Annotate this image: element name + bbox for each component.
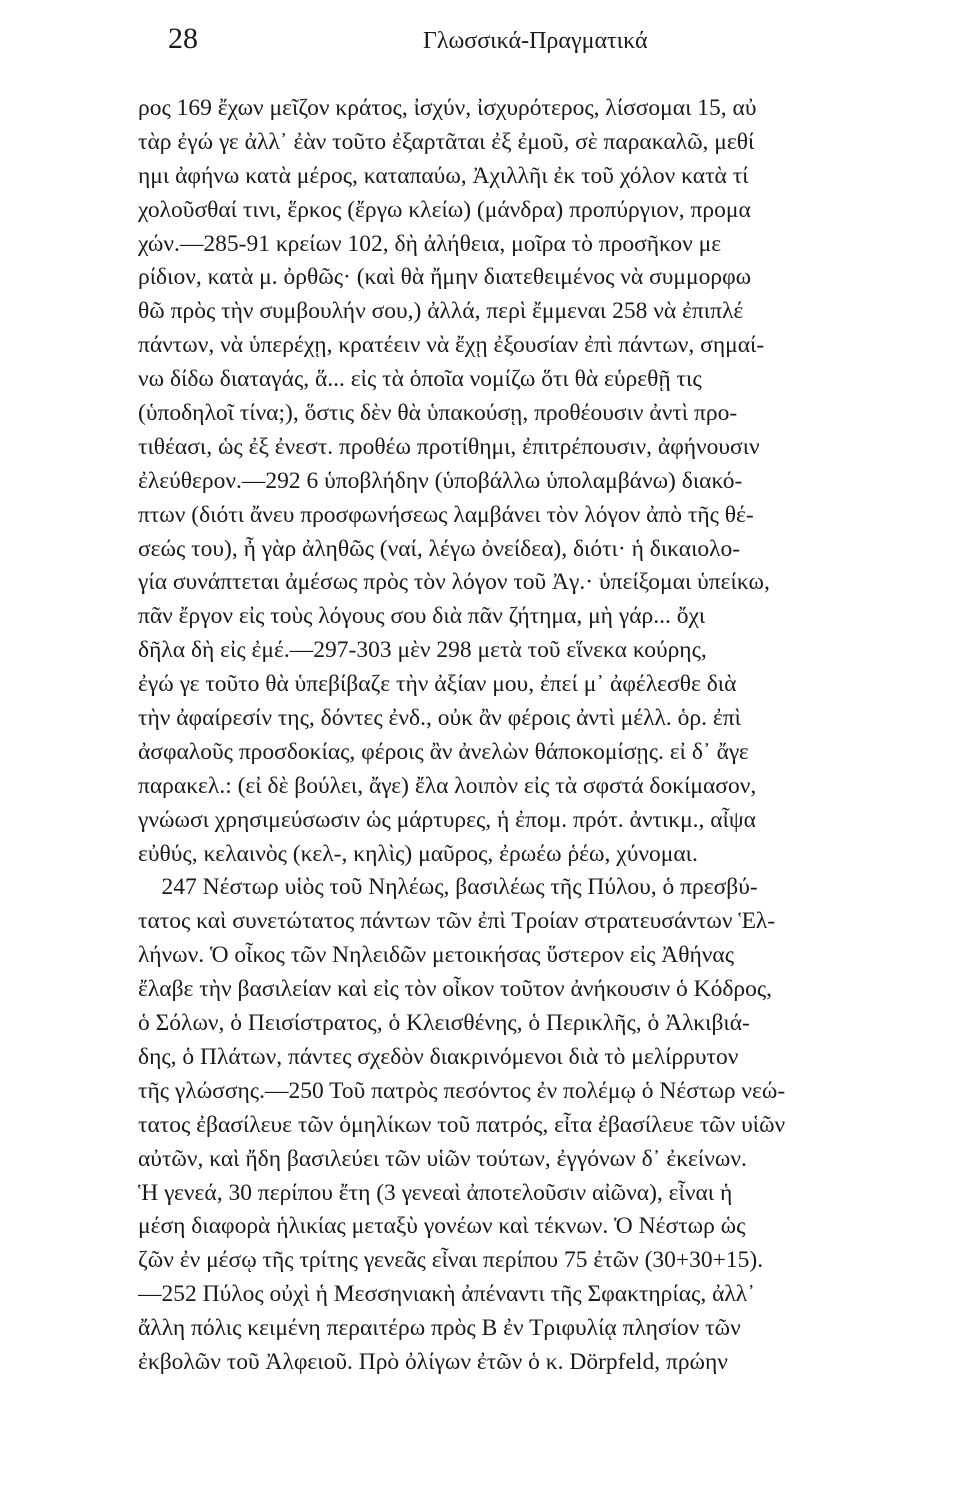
text-line: εὐθύς, κελαινὸς (κελ-, κηλὶς) μαῦρος, ἐρωέω ῥέω, χύνομαι. (138, 840, 698, 867)
text-line: νω δίδω διαταγάς, ἅ... εἰς τὰ ὁποῖα νομίζω ὅτι θὰ εὑρεθῇ τις (138, 366, 702, 393)
text-line: ἀσφαλοῦς προσδοκίας, φέροις ἂν ἀνελὼν θάποκομίσῃς. εἰ δ᾽ ἄγε (138, 738, 749, 765)
running-head: Γλωσσικά-Πραγματικά (423, 28, 648, 54)
text-line: ὁ Σόλων, ὁ Πεισίστρατος, ὁ Κλεισθένης, ὁ Περικλῆς, ὁ Ἀλκιβιά- (138, 1010, 750, 1037)
text-line: τατος καὶ συνετώτατος πάντων τῶν ἐπὶ Τροίαν στρατευσάντων Ἑλ- (138, 908, 776, 935)
page-header (168, 22, 928, 66)
text-line: ημι ἀφήνω κατὰ μέρος, καταπαύω, Ἀχιλλῆι ἐκ τοῦ χόλον κατὰ τί (138, 162, 749, 189)
text-line: ρος 169 ἔχων μεῖζον κράτος, ἰσχύν, ἰσχυρότερος, λίσσομαι 15, αὐ (138, 95, 757, 121)
text-line: λήνων. Ὁ οἶκος τῶν Νηλειδῶν μετοικήσας ὕστερον εἰς Ἀθήνας (138, 942, 735, 969)
text-line: ἄλλη πόλις κειμένη περαιτέρω πρὸς Β ἐν Τριφυλίᾳ πλησίον τῶν (138, 1315, 741, 1342)
text-line: (ὑποδηλοῖ τίνα;), ὅστις δὲν θὰ ὑπακούσῃ, προθέουσιν ἀντὶ προ- (138, 400, 738, 427)
text-line: χών.—285-91 κρείων 102, δὴ ἀλήθεια, μοῖρα τὸ προσῆκον με (138, 230, 722, 257)
text-line: ἔλαβε τὴν βασιλείαν καὶ εἰς τὸν οἶκον τοῦτον ἀνήκουσιν ὁ Κόδρος, (138, 976, 773, 1003)
text-line: πάντων, νὰ ὑπερέχῃ, κρατέειν νὰ ἔχῃ ἐξουσίαν ἐπὶ πάντων, σημαί- (138, 332, 765, 359)
text-line: θῶ πρὸς τὴν συμβουλήν σου,) ἀλλά, περὶ ἔμμεναι 258 νὰ ἐπιπλέ (138, 298, 744, 325)
text-line: αὐτῶν, καὶ ἤδη βασιλεύει τῶν υἱῶν τούτων, ἐγγόνων δ᾽ ἐκείνων. (138, 1145, 747, 1172)
text-line: χολοῦσθαί τινι, ἕρκος (ἔργω κλείω) (μάνδρα) προπύργιον, προμα (138, 196, 751, 223)
text-line: ἐγώ γε τοῦτο θὰ ὑπεβίβαζε τὴν ἀξίαν μου, ἐπεί μ᾽ ἀφέλεσθε διὰ (138, 671, 737, 698)
text-line: δῆλα δὴ εἰς ἐμέ.—297-303 μὲν 298 μετὰ τοῦ εἵνεκα κούρης, (138, 637, 707, 664)
text-line: 247 Νέστωρ υἱὸς τοῦ Νηλέως, βασιλέως τῆς Πύλου, ὁ πρεσβύ- (138, 874, 758, 901)
text-line: πᾶν ἔργον εἰς τοὺς λόγους σου διὰ πᾶν ζήτημα, μὴ γάρ... ὄχι (138, 603, 706, 630)
text-line: ζῶν ἐν μέσῳ τῆς τρίτης γενεᾶς εἶναι περίπου 75 ἐτῶν (30+30+15). (138, 1247, 764, 1274)
text-line: ρίδιον, κατὰ μ. ὀρθῶς· (καὶ θὰ ἤμην διατεθειμένος νὰ συμμορφω (138, 264, 752, 291)
page-number: 28 (168, 22, 198, 55)
text-line: γνώωσι χρησιμεύσωσιν ὡς μάρτυρες, ἡ ἐπομ. πρότ. ἀντικμ., αἶψα (138, 806, 756, 833)
text-line: τατος ἐβασίλευε τῶν ὁμηλίκων τοῦ πατρός, εἶτα ἐβασίλευε τῶν υἱῶν (138, 1111, 786, 1138)
text-line: παρακελ.: (εἰ δὲ βούλει, ἄγε) ἔλα λοιπὸν εἰς τὰ σφστά δοκίμασον, (138, 772, 757, 799)
text-line: τῆς γλώσσης.—250 Τοῦ πατρὸς πεσόντος ἐν πολέμῳ ὁ Νέστωρ νεώ- (138, 1077, 786, 1104)
text-line: τιθέασι, ὡς ἐξ ἐνεστ. προθέω προτίθημι, ἐπιτρέπουσιν, ἀφήνουσιν (138, 433, 760, 460)
text-line: δης, ὁ Πλάτων, πάντες σχεδὸν διακρινόμενοι διὰ τὸ μελίρρυτον (138, 1043, 739, 1070)
text-line: ἐκβολῶν τοῦ Ἀλφειοῦ. Πρὸ ὀλίγων ἐτῶν ὁ κ. Dörpfeld, πρώην (138, 1348, 728, 1375)
text-line: τὴν ἀφαίρεσίν της, δόντες ἐνδ., οὐκ ἂν φέροις ἀντὶ μέλλ. ὁρ. ἐπὶ (138, 705, 741, 732)
text-line: πτων (διότι ἄνευ προσφωνήσεως λαμβάνει τὸν λόγον ἀπὸ τῆς θέ- (138, 501, 754, 528)
text-line: τὰρ ἐγώ γε ἀλλ᾽ ἐὰν τοῦτο ἐξαρτᾶται ἐξ ἐμοῦ, σὲ παρακαλῶ, μεθί (138, 128, 755, 155)
body-text (138, 92, 954, 1472)
text-line: ἐλεύθερον.—292 6 ὑποβλήδην (ὑποβάλλω ὑπολαμβάνω) διακό- (138, 467, 743, 494)
text-line: Ἡ γενεά, 30 περίπου ἔτη (3 γενεαὶ ἀποτελοῦσιν αἰῶνα), εἶναι ἡ (138, 1179, 733, 1206)
text-line: σεώς του), ἦ γὰρ ἀληθῶς (ναί, λέγω ὀνείδεα), διότι· ἡ δικαιολο- (138, 535, 741, 562)
text-line: —252 Πύλος οὐχὶ ἡ Μεσσηνιακὴ ἀπέναντι τῆς Σφακτηρίας, ἀλλ᾽ (138, 1281, 756, 1308)
text-line: γία συνάπτεται ἀμέσως πρὸς τὸν λόγον τοῦ Ἀγ.· ὑπείξομαι ὑπείκω, (138, 569, 770, 596)
text-line: μέση διαφορὰ ἡλικίας μεταξὺ γονέων καὶ τέκνων. Ὁ Νέστωρ ὡς (138, 1213, 746, 1240)
